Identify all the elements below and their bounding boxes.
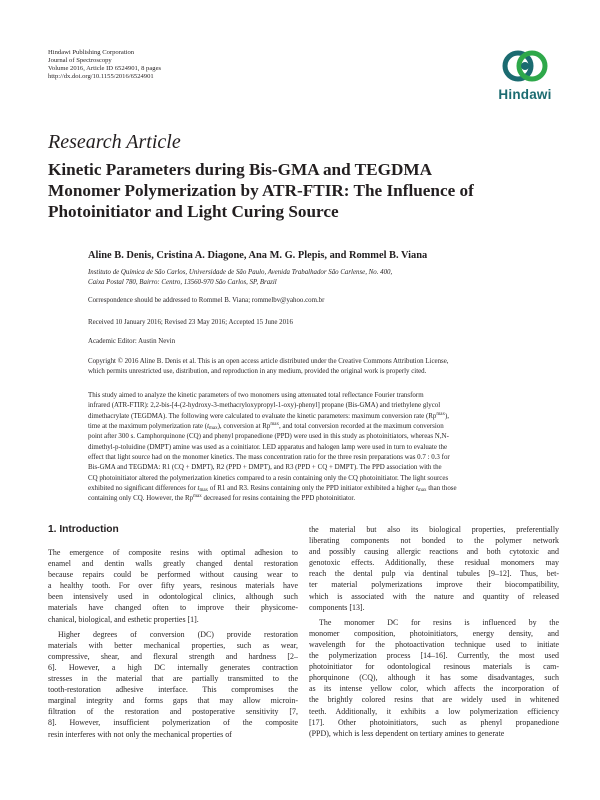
hindawi-wordmark: Hindawi bbox=[498, 87, 552, 102]
hindawi-logo bbox=[494, 47, 556, 103]
text-line: the material but also its biological properties, preferentially bbox=[309, 525, 559, 534]
text-line: The emergence of composite resins with optimal adhesion to bbox=[48, 548, 298, 557]
abstract-line: dimethacrylate (TEGDMA). The following were calculated to evaluate the kinetic parameters: maximum conversion rate $(Rp^{max})$, bbox=[88, 411, 450, 420]
text-line: teeth. Additionally, it exhibits a low polymerization efficiency bbox=[309, 706, 559, 716]
body-column-right bbox=[309, 524, 559, 739]
editor-text: Academic Editor: Austin Nevin bbox=[88, 338, 176, 345]
text-line: phorquinone (CQ), although it has some disadvantages, such bbox=[309, 673, 559, 683]
affiliation-line: Caixa Postal 780, Bairro: Centro, 13560-970 São Carlos, SP, Brazil bbox=[88, 279, 277, 287]
paragraph bbox=[309, 617, 559, 739]
abstract-line: point after 300 s. Camphorquinone (CQ) and phenyl propanedione (PPD) were used in this study as photoinitiators, whereas N,N- bbox=[88, 432, 449, 441]
publisher-name: Hindawi Publishing Corporation bbox=[48, 49, 135, 56]
abstract-line: CQ photoinitiator altered the polymerization kinetics compared to a resin containing only the CQ photoinitiator. The light sources bbox=[88, 473, 449, 482]
affiliation bbox=[88, 268, 558, 289]
text-line: the brightly colored resins that are widely used in whitened bbox=[309, 695, 559, 705]
correspondence-text: Correspondence should be addressed to Rommel B. Viana; rommelbv@yahoo.com.br bbox=[88, 297, 325, 304]
text-line: materials have changed often to improve their physicome- bbox=[48, 603, 298, 613]
volume-info: Volume 2016, Article ID 6524901, 8 pages bbox=[48, 65, 162, 73]
dates-text: Received 10 January 2016; Revised 23 May 2016; Accepted 15 June 2016 bbox=[88, 319, 293, 326]
text-line: been intensively used in odontological clinics, although such bbox=[48, 592, 298, 602]
text-line: The monomer DC for resins is influenced by the bbox=[319, 617, 559, 627]
text-line: resin interferes with not only the mechanical properties of bbox=[48, 729, 232, 739]
hindawi-logo-icon bbox=[502, 47, 548, 85]
text-line: liberating components not bonded to the polymer network bbox=[309, 536, 559, 546]
text-line: the polymerization process [14–16]. Currently, the most used bbox=[309, 651, 559, 661]
abstract-line: infrared (ATR-FTIR): 2,2-bis-[4-(2-hydroxy-3-methacryloxypropyl-1-oxy)-phenyl] propane (Bis-GMA) and triethylene glycol bbox=[88, 401, 441, 410]
text-line: and possibly causing allergic reactions and both cytotoxic and bbox=[309, 547, 559, 557]
abstract bbox=[88, 390, 556, 504]
title-line: Monomer Polymerization by ATR-FTIR: The Influence of bbox=[48, 181, 474, 200]
text-line: reach the dental pulp via dentinal tubules [9–12]. Thus, bet- bbox=[309, 569, 559, 579]
text-line: genotoxic effects. Additionally, these residual monomers may bbox=[309, 558, 559, 568]
copyright-notice bbox=[88, 357, 558, 378]
text-line: components [13]. bbox=[309, 602, 365, 612]
text-line: ter material polymerizations improve their biocompatibility, bbox=[309, 580, 559, 590]
abstract-line: Bis-GMA and TEGDMA: R1 (CQ + DMPT), R2 (PPD + DMPT), and R3 (PPD + CQ + DMPT). The PPD association with the bbox=[88, 463, 442, 472]
text-line: monomer composition, photoinitiators, energy density, and bbox=[309, 628, 559, 638]
article-title bbox=[48, 159, 568, 222]
title-line: Photoinitiator and Light Curing Source bbox=[48, 202, 339, 221]
paragraph bbox=[48, 629, 298, 740]
author-list: Aline B. Denis, Cristina A. Diagone, Ana M. G. Plepis, and Rommel B. Viana bbox=[88, 250, 428, 261]
text-line: enamel and dentin walls greatly changed dental restoration bbox=[48, 559, 298, 569]
abstract-line: dimethyl-p-toluidine (DMPT) amine was used as a coinitiator. LED apparatus and halogen lamp were used in turn to evaluate the bbox=[88, 442, 448, 451]
text-line: a healthy tooth. For over fifty years, resinous materials have bbox=[48, 581, 298, 591]
text-line: chanical, biological, and esthetic properties [1]. bbox=[48, 614, 199, 624]
text-line: 6]. However, a high DC internally generates contraction bbox=[48, 662, 298, 672]
text-line: (PPD), which is less dependent on tertiary amines to generate bbox=[309, 728, 505, 738]
paragraph bbox=[309, 524, 559, 613]
abstract-line: exhibited no significant differences for $t_{max}$ of R1 and R3. Resins containing only the PPD initiator exhibited a higher $t_{max}$ than those bbox=[88, 484, 457, 494]
section-heading: 1. Introduction bbox=[48, 524, 119, 535]
affiliation-line: Instituto de Química de São Carlos, Universidade de São Paulo, Avenida Trabalhador São Carlense, No. 400, bbox=[88, 269, 393, 276]
article-dates bbox=[88, 318, 558, 328]
abstract-line: This study aimed to analyze the kinetic parameters of two monomers using attenuated total reflectance Fourier transform bbox=[88, 391, 424, 399]
text-line: filtration of the restoration and postoperative sensitivity [7, bbox=[48, 707, 298, 717]
text-line: photoinitiator for odontological resinous materials is cam- bbox=[309, 662, 559, 672]
copyright-line: which permits unrestricted use, distribution, and reproduction in any medium, provided the original work is properly cited. bbox=[88, 368, 427, 376]
text-line: compressive, shear, and flexural strength and hardness [2– bbox=[48, 651, 298, 661]
text-line: marginal integrity and forms gaps that may allow microin- bbox=[48, 696, 298, 706]
text-line: Higher degrees of conversion (DC) provide restoration bbox=[58, 629, 298, 639]
doi-link[interactable]: http://dx.doi.org/10.1155/2016/6524901 bbox=[48, 73, 154, 81]
text-line: as its intense yellow color, which affects the incorporation of bbox=[309, 684, 559, 694]
text-line: which is associated with the nature and quantity of released bbox=[309, 591, 559, 601]
text-line: because repairs could be performed without causing wear to bbox=[48, 570, 298, 580]
text-line: tooth-restoration adhesive interface. This compromises the bbox=[48, 685, 298, 695]
paragraph bbox=[48, 547, 298, 625]
article-type: Research Article bbox=[48, 131, 181, 153]
text-line: materials with better mechanical properties, such as wear, bbox=[48, 640, 298, 650]
journal-header bbox=[48, 49, 308, 81]
text-line: wavelength for the photoactivation technique used to initiate bbox=[309, 639, 559, 649]
copyright-line: Copyright © 2016 Aline B. Denis et al. This is an open access article distributed under the Creative Commons Attribution License, bbox=[88, 358, 449, 365]
abstract-line: time at the maximum polymerization rate $(t_{max})$, conversion at $Rp^{max}$, and total conversion recorded at the maximum conversion bbox=[88, 422, 444, 432]
academic-editor bbox=[88, 337, 558, 347]
correspondence bbox=[88, 296, 558, 306]
body-column-left bbox=[48, 524, 298, 740]
text-line: [17]. Other photoinitiators, such as phenyl propanedione bbox=[309, 717, 559, 727]
abstract-line: containing only CQ. However, the $Rp^{max}$ decreased for resins containing the PPD photoinitiator. bbox=[88, 494, 356, 503]
journal-name: Journal of Spectroscopy bbox=[48, 57, 112, 65]
title-line: Kinetic Parameters during Bis-GMA and TEGDMA bbox=[48, 160, 432, 179]
abstract-line: effect that light source had on the monomer kinetics. The mass concentration ratio for the three resin preparations was 0.7 : 0.3 for bbox=[88, 453, 450, 462]
text-line: stresses in the material that are partially transmitted to the bbox=[48, 674, 298, 684]
text-line: 8]. However, insufficient polymerization of the composite bbox=[48, 718, 298, 728]
